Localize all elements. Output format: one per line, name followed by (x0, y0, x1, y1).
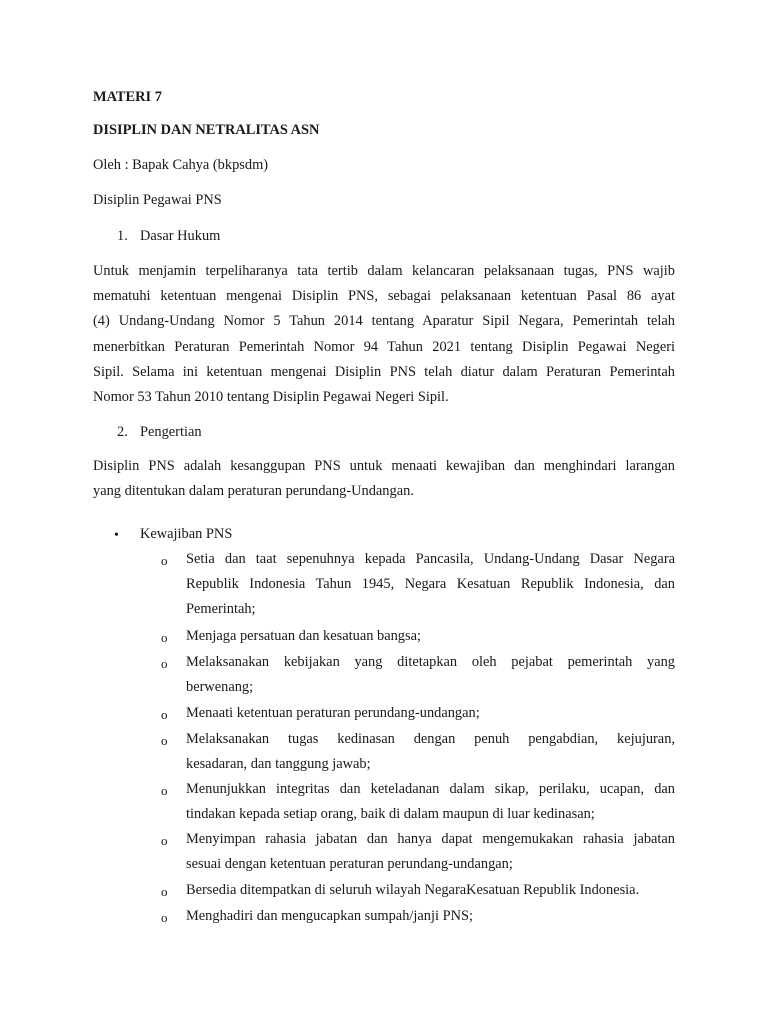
sub-bullet-marker: o (161, 783, 168, 798)
section-title-dasar-hukum: Dasar Hukum (140, 228, 221, 244)
section-number-2: 2. (117, 424, 128, 440)
materi-heading: MATERI 7 (93, 89, 162, 105)
paragraph-line: Untuk menjamin terpeliharanya tata tertib dalam kelancaran pelaksanaan tugas, PNS wajib (93, 263, 675, 279)
sub-bullet-marker: o (161, 553, 168, 568)
kewajiban-item-line: tindakan kepada setiap orang, baik di dalam maupun di luar kedinasan; (186, 806, 595, 823)
paragraph-line: Sipil. Selama ini ketentuan mengenai Disiplin PNS telah diatur dalam Peraturan Pemerintah (93, 363, 675, 380)
paragraph-line: yang ditentukan dalam peraturan perundang-Undangan. (93, 483, 414, 500)
kewajiban-item-line: berwenang; (186, 679, 254, 696)
sub-bullet-marker: o (161, 884, 168, 899)
paragraph-line: mematuhi ketentuan mengenai Disiplin PNS, sebagai pelaksanaan ketentuan Pasal 86 ayat (93, 288, 675, 305)
kewajiban-item (186, 904, 675, 929)
paragraph-pengertian (93, 454, 675, 504)
kewajiban-item-line: Republik Indonesia Tahun 1945, Negara Kesatuan Republik Indonesia, dan (186, 576, 675, 593)
kewajiban-item-line: Melaksanakan kebijakan yang ditetapkan oleh pejabat pemerintah yang (186, 654, 675, 670)
section-number-1: 1. (117, 228, 128, 244)
author-line: Oleh : Bapak Cahya (bkpsdm) (93, 157, 269, 173)
kewajiban-item-line: Melaksanakan tugas kedinasan dengan penuh pengabdian, kejujuran, (186, 731, 675, 747)
kewajiban-item-line: Menjaga persatuan dan kesatuan bangsa; (186, 628, 421, 644)
kewajiban-item-line: Menghadiri dan mengucapkan sumpah/janji PNS; (186, 908, 473, 924)
kewajiban-item (186, 777, 675, 827)
paragraph-line: menerbitkan Peraturan Pemerintah Nomor 94 Tahun 2021 tentang Disiplin Pegawai Negeri (93, 338, 675, 355)
kewajiban-item (186, 624, 675, 649)
kewajiban-item (186, 701, 675, 726)
kewajiban-item-line: Menunjukkan integritas dan keteladanan dalam sikap, perilaku, ucapan, dan (186, 781, 675, 797)
kewajiban-item-line: Menyimpan rahasia jabatan dan hanya dapat mengemukakan rahasia jabatan (186, 831, 675, 847)
kewajiban-item (186, 650, 675, 700)
paragraph-line: (4) Undang-Undang Nomor 5 Tahun 2014 tentang Aparatur Sipil Negara, Pemerintah telah (93, 313, 675, 330)
kewajiban-item-line: sesuai dengan ketentuan peraturan perundang-undangan; (186, 856, 513, 873)
kewajiban-item (186, 727, 675, 777)
section-title-pengertian: Pengertian (140, 424, 202, 440)
paragraph-line: Disiplin PNS adalah kesanggupan PNS untuk menaati kewajiban dan menghindari larangan (93, 458, 675, 474)
kewajiban-item (186, 878, 675, 903)
kewajiban-item (186, 827, 675, 877)
kewajiban-item-line: Menaati ketentuan peraturan perundang-undangan; (186, 705, 480, 721)
sub-bullet-marker: o (161, 707, 168, 722)
kewajiban-item-line: kesadaran, dan tanggung jawab; (186, 756, 371, 773)
sub-bullet-marker: o (161, 833, 168, 848)
kewajiban-item-line: Pemerintah; (186, 601, 256, 618)
section-title: Disiplin Pegawai PNS (93, 192, 222, 208)
kewajiban-label: Kewajiban PNS (140, 526, 233, 542)
sub-bullet-marker: o (161, 910, 168, 925)
sub-bullet-marker: o (161, 630, 168, 645)
document-title: DISIPLIN DAN NETRALITAS ASN (93, 122, 320, 138)
paragraph-line: Nomor 53 Tahun 2010 tentang Disiplin Pegawai Negeri Sipil. (93, 389, 449, 406)
sub-bullet-marker: o (161, 733, 168, 748)
kewajiban-item (186, 547, 675, 623)
paragraph-dasar-hukum (93, 259, 675, 410)
kewajiban-item-line: Bersedia ditempatkan di seluruh wilayah NegaraKesatuan Republik Indonesia. (186, 882, 640, 898)
bullet-marker: • (114, 528, 119, 543)
kewajiban-item-line: Setia dan taat sepenuhnya kepada Pancasila, Undang-Undang Dasar Negara (186, 551, 675, 567)
sub-bullet-marker: o (161, 656, 168, 671)
